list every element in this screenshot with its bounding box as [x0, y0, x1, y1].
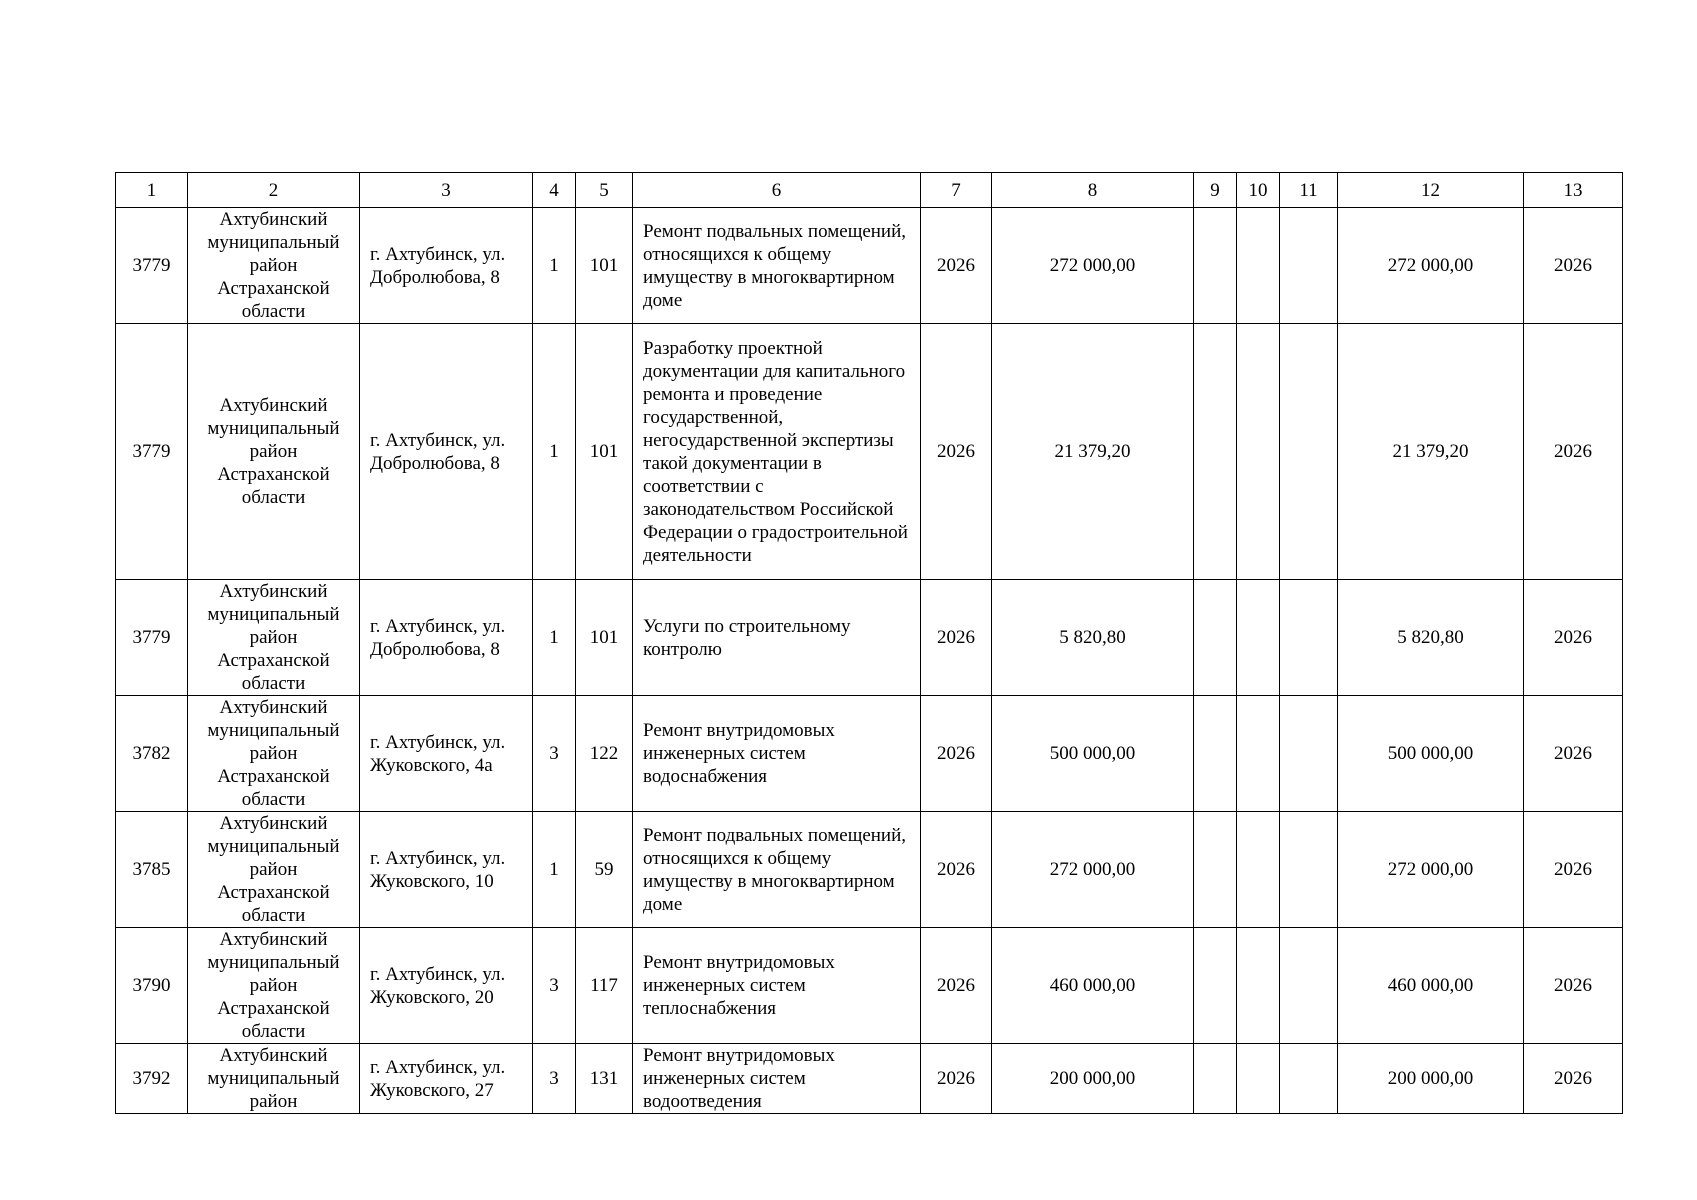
cost-cell: 200 000,00 — [992, 1044, 1194, 1114]
year-cell: 2026 — [921, 580, 992, 696]
district-cell: Ахтубинский муниципальный район Астраханской области — [188, 208, 360, 324]
column-header: 10 — [1237, 173, 1280, 208]
registry-table — [115, 172, 1623, 1114]
district-cell: Ахтубинский муниципальный район Астраханской области — [188, 928, 360, 1044]
column-4-cell: 3 — [533, 696, 576, 812]
object-id-cell: 3792 — [116, 1044, 188, 1114]
column-11-cell — [1280, 208, 1338, 324]
address-cell: г. Ахтубинск, ул. Добролюбова, 8 — [360, 580, 533, 696]
column-9-cell — [1194, 208, 1237, 324]
column-4-cell: 3 — [533, 928, 576, 1044]
column-10-cell — [1237, 812, 1280, 928]
total-cell: 200 000,00 — [1338, 1044, 1524, 1114]
cost-cell: 21 379,20 — [992, 324, 1194, 580]
column-5-cell: 117 — [576, 928, 633, 1044]
column-header: 9 — [1194, 173, 1237, 208]
column-5-cell: 101 — [576, 580, 633, 696]
column-5-cell: 122 — [576, 696, 633, 812]
table-body — [116, 173, 1623, 1114]
district-cell: Ахтубинский муниципальный район — [188, 1044, 360, 1114]
column-header: 3 — [360, 173, 533, 208]
column-10-cell — [1237, 696, 1280, 812]
object-id-cell: 3782 — [116, 696, 188, 812]
column-11-cell — [1280, 324, 1338, 580]
table-row — [116, 696, 1623, 812]
column-header: 2 — [188, 173, 360, 208]
column-header: 8 — [992, 173, 1194, 208]
column-10-cell — [1237, 324, 1280, 580]
year-cell: 2026 — [921, 928, 992, 1044]
column-10-cell — [1237, 208, 1280, 324]
district-cell: Ахтубинский муниципальный район Астраханской области — [188, 324, 360, 580]
column-9-cell — [1194, 812, 1237, 928]
column-5-cell: 101 — [576, 208, 633, 324]
column-9-cell — [1194, 1044, 1237, 1114]
column-11-cell — [1280, 696, 1338, 812]
table-row — [116, 580, 1623, 696]
address-cell: г. Ахтубинск, ул. Добролюбова, 8 — [360, 324, 533, 580]
column-header: 11 — [1280, 173, 1338, 208]
column-header: 12 — [1338, 173, 1524, 208]
work-type-cell: Ремонт внутридомовых инженерных систем водоснабжения — [633, 696, 921, 812]
object-id-cell: 3779 — [116, 580, 188, 696]
year-cell: 2026 — [921, 1044, 992, 1114]
column-header: 7 — [921, 173, 992, 208]
cost-cell: 460 000,00 — [992, 928, 1194, 1044]
end-year-cell: 2026 — [1524, 696, 1623, 812]
column-9-cell — [1194, 580, 1237, 696]
total-cell: 272 000,00 — [1338, 812, 1524, 928]
district-cell: Ахтубинский муниципальный район Астраханской области — [188, 812, 360, 928]
address-cell: г. Ахтубинск, ул. Жуковского, 20 — [360, 928, 533, 1044]
district-cell: Ахтубинский муниципальный район Астраханской области — [188, 696, 360, 812]
column-9-cell — [1194, 928, 1237, 1044]
column-header: 1 — [116, 173, 188, 208]
work-type-cell: Ремонт внутридомовых инженерных систем водоотведения — [633, 1044, 921, 1114]
column-11-cell — [1280, 928, 1338, 1044]
total-cell: 272 000,00 — [1338, 208, 1524, 324]
object-id-cell: 3790 — [116, 928, 188, 1044]
column-10-cell — [1237, 580, 1280, 696]
district-cell: Ахтубинский муниципальный район Астраханской области — [188, 580, 360, 696]
work-type-cell: Разработку проектной документации для капитального ремонта и проведение государственной, негосударственной экспертизы такой документации в соответствии с законодательством Российской Федерации о градостроительной деятельности — [633, 324, 921, 580]
column-9-cell — [1194, 696, 1237, 812]
address-cell: г. Ахтубинск, ул. Жуковского, 10 — [360, 812, 533, 928]
column-11-cell — [1280, 1044, 1338, 1114]
table-row — [116, 928, 1623, 1044]
column-4-cell: 3 — [533, 1044, 576, 1114]
column-10-cell — [1237, 1044, 1280, 1114]
end-year-cell: 2026 — [1524, 208, 1623, 324]
column-header: 6 — [633, 173, 921, 208]
table-header-row — [116, 173, 1623, 208]
object-id-cell: 3779 — [116, 324, 188, 580]
column-4-cell: 1 — [533, 580, 576, 696]
year-cell: 2026 — [921, 208, 992, 324]
work-type-cell: Услуги по строительному контролю — [633, 580, 921, 696]
table-row — [116, 208, 1623, 324]
column-header: 5 — [576, 173, 633, 208]
cost-cell: 272 000,00 — [992, 208, 1194, 324]
end-year-cell: 2026 — [1524, 1044, 1623, 1114]
object-id-cell: 3785 — [116, 812, 188, 928]
total-cell: 5 820,80 — [1338, 580, 1524, 696]
cost-cell: 272 000,00 — [992, 812, 1194, 928]
column-11-cell — [1280, 580, 1338, 696]
end-year-cell: 2026 — [1524, 928, 1623, 1044]
column-5-cell: 131 — [576, 1044, 633, 1114]
column-11-cell — [1280, 812, 1338, 928]
table-row — [116, 812, 1623, 928]
year-cell: 2026 — [921, 696, 992, 812]
end-year-cell: 2026 — [1524, 324, 1623, 580]
column-9-cell — [1194, 324, 1237, 580]
end-year-cell: 2026 — [1524, 812, 1623, 928]
table-row — [116, 324, 1623, 580]
column-10-cell — [1237, 928, 1280, 1044]
total-cell: 500 000,00 — [1338, 696, 1524, 812]
total-cell: 460 000,00 — [1338, 928, 1524, 1044]
object-id-cell: 3779 — [116, 208, 188, 324]
year-cell: 2026 — [921, 324, 992, 580]
column-header: 13 — [1524, 173, 1623, 208]
work-type-cell: Ремонт подвальных помещений, относящихся к общему имуществу в многоквартирном доме — [633, 208, 921, 324]
address-cell: г. Ахтубинск, ул. Жуковского, 4а — [360, 696, 533, 812]
column-4-cell: 1 — [533, 324, 576, 580]
end-year-cell: 2026 — [1524, 580, 1623, 696]
year-cell: 2026 — [921, 812, 992, 928]
column-5-cell: 59 — [576, 812, 633, 928]
address-cell: г. Ахтубинск, ул. Добролюбова, 8 — [360, 208, 533, 324]
cost-cell: 500 000,00 — [992, 696, 1194, 812]
column-4-cell: 1 — [533, 208, 576, 324]
column-header: 4 — [533, 173, 576, 208]
column-4-cell: 1 — [533, 812, 576, 928]
work-type-cell: Ремонт внутридомовых инженерных систем теплоснабжения — [633, 928, 921, 1044]
address-cell: г. Ахтубинск, ул. Жуковского, 27 — [360, 1044, 533, 1114]
total-cell: 21 379,20 — [1338, 324, 1524, 580]
column-5-cell: 101 — [576, 324, 633, 580]
table-row — [116, 1044, 1623, 1114]
cost-cell: 5 820,80 — [992, 580, 1194, 696]
work-type-cell: Ремонт подвальных помещений, относящихся к общему имуществу в многоквартирном доме — [633, 812, 921, 928]
